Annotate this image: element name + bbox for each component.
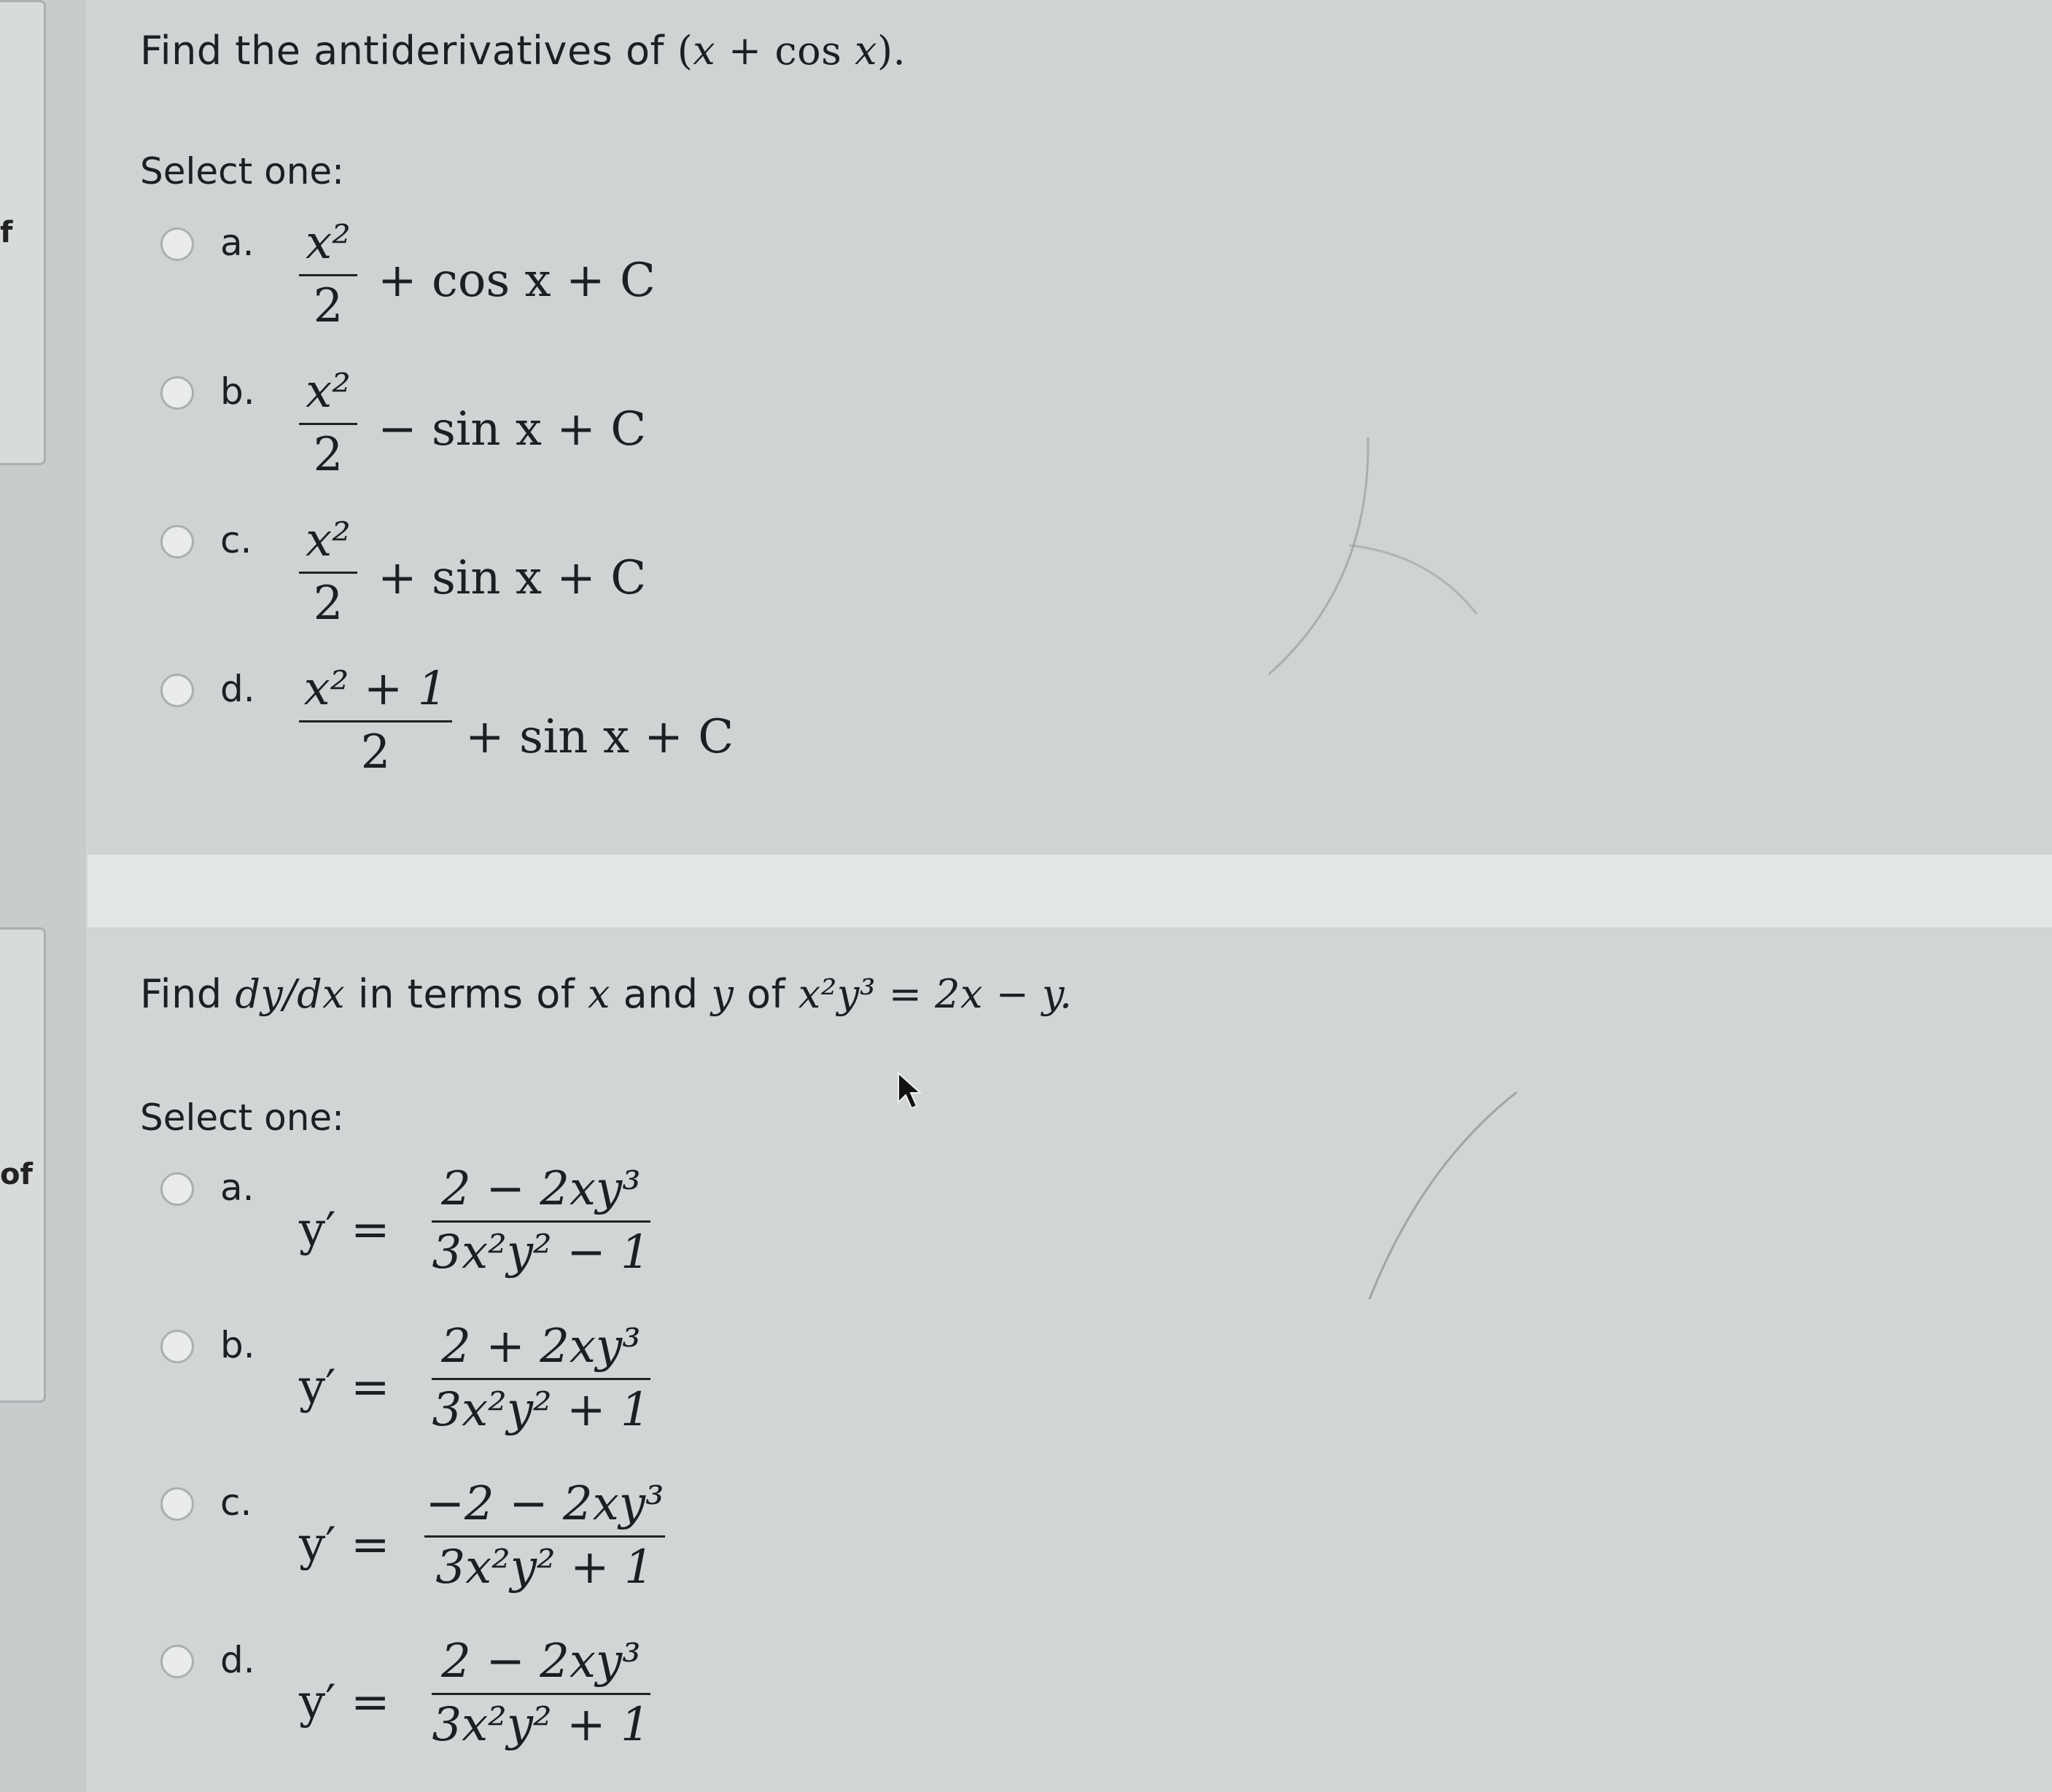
question-1-select-label: Select one: bbox=[140, 150, 345, 192]
option-expression-rest: − sin x + C bbox=[378, 402, 647, 456]
option-fraction: x² 2 bbox=[299, 365, 357, 482]
option-letter: d. bbox=[220, 1639, 255, 1681]
option-letter: b. bbox=[220, 370, 255, 413]
option-fraction: x² + 1 2 bbox=[299, 662, 452, 779]
option-letter: b. bbox=[220, 1324, 255, 1366]
sidebar-marker-top: f bbox=[0, 216, 13, 249]
question-2-equation: x²y³ = 2x − y. bbox=[798, 971, 1073, 1017]
question-1-expression: (x + cos x). bbox=[677, 28, 906, 74]
option-lhs: y′ = bbox=[299, 1518, 390, 1572]
option-expression-rest: + sin x + C bbox=[465, 710, 734, 764]
option-letter: d. bbox=[220, 668, 255, 710]
option-fraction: x² 2 bbox=[299, 216, 357, 333]
option-lhs: y′ = bbox=[299, 1203, 390, 1257]
question-1-prompt-text: Find the antiderivatives of bbox=[140, 28, 665, 74]
option-lhs: y′ = bbox=[299, 1675, 390, 1729]
option-letter: c. bbox=[220, 519, 252, 561]
option-expression-rest: + sin x + C bbox=[378, 551, 647, 605]
sidebar-marker-bottom: of bbox=[0, 1158, 33, 1191]
option-fraction: 2 − 2xy³ 3x²y² + 1 bbox=[432, 1635, 650, 1752]
option-fraction: 2 − 2xy³ 3x²y² − 1 bbox=[432, 1162, 650, 1279]
option-fraction: 2 + 2xy³ 3x²y² + 1 bbox=[432, 1320, 650, 1437]
option-letter: a. bbox=[220, 222, 254, 264]
option-letter: a. bbox=[220, 1166, 254, 1209]
question-2-select-label: Select one: bbox=[140, 1096, 345, 1139]
option-letter: c. bbox=[220, 1481, 252, 1524]
option-fraction: x² 2 bbox=[299, 513, 357, 631]
derivative-notation: dy/dx bbox=[235, 971, 346, 1017]
option-lhs: y′ = bbox=[299, 1360, 390, 1414]
question-2-prompt: Find dy/dx in terms of x and y of x²y³ = 2x − y. bbox=[140, 971, 1073, 1017]
option-expression-rest: + cos x + C bbox=[378, 254, 656, 308]
option-fraction: −2 − 2xy³ 3x²y² + 1 bbox=[425, 1477, 664, 1594]
